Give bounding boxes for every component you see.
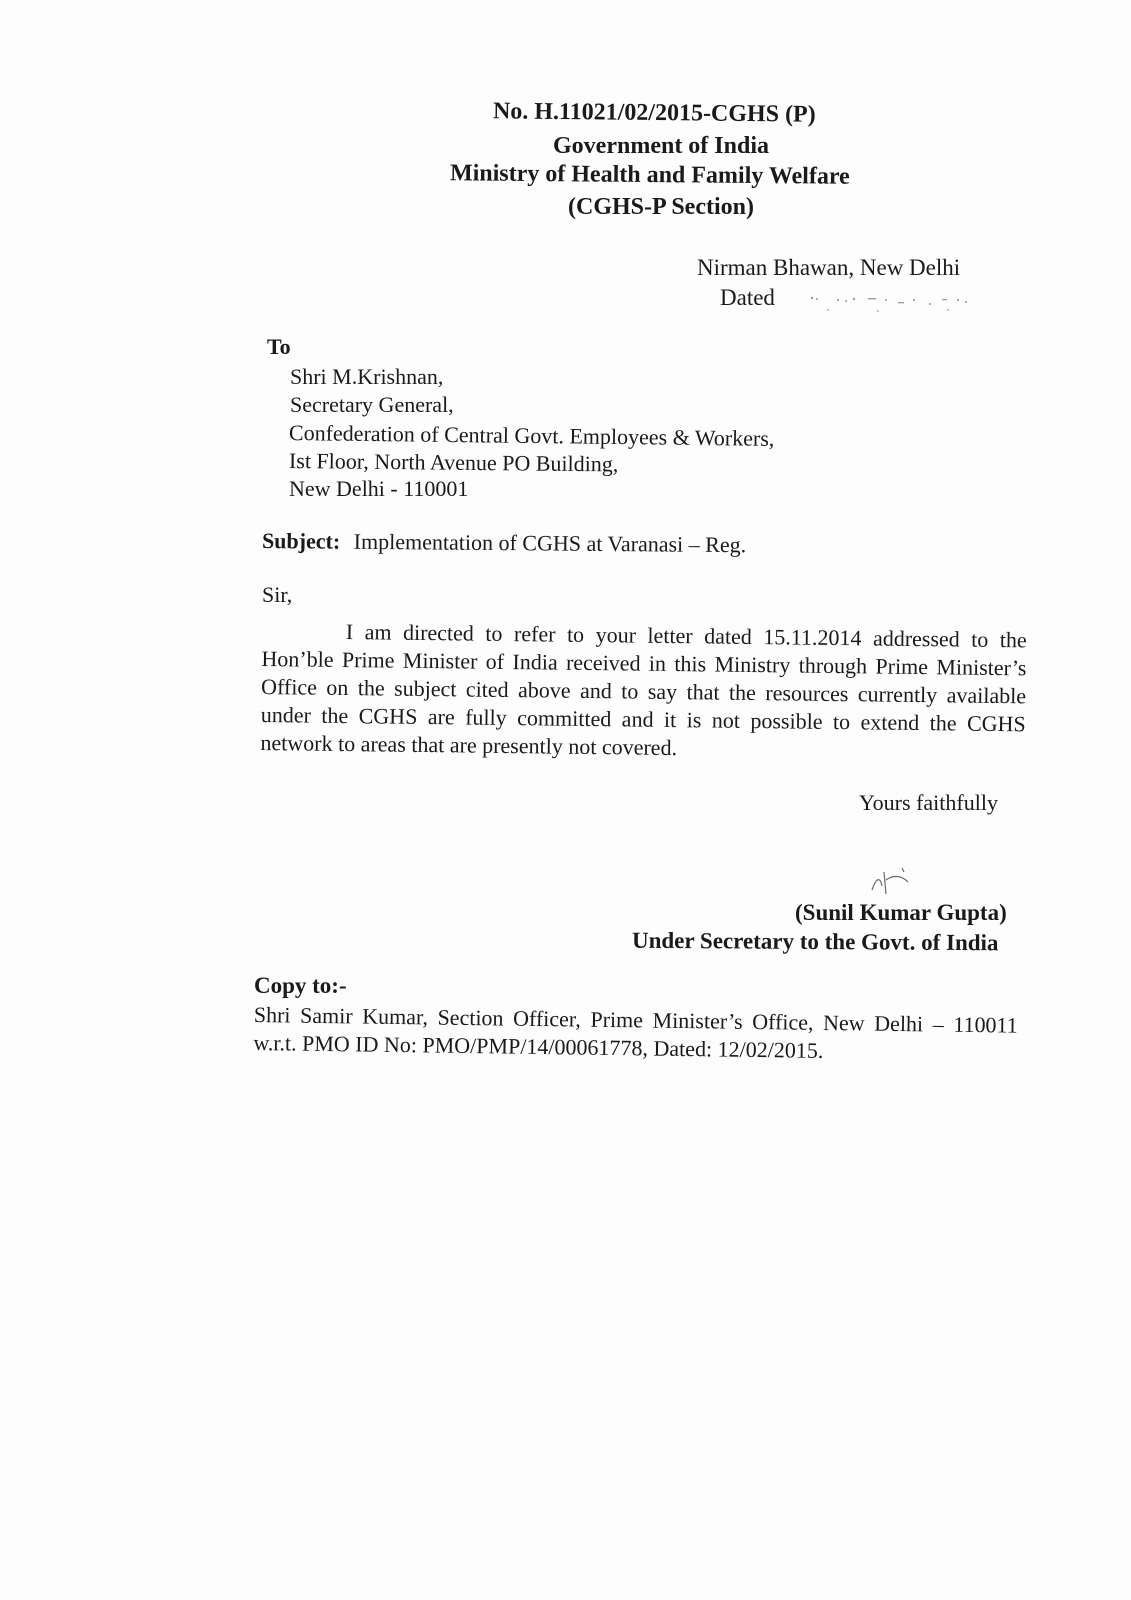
subject-label: Subject:	[261, 528, 341, 554]
signature-mark	[862, 860, 922, 900]
signatory-designation: Under Secretary to the Govt. of India	[631, 927, 999, 956]
addressee-line: Confederation of Central Govt. Employees & Workers,	[288, 420, 775, 451]
ministry-heading: Ministry of Health and Family Welfare	[449, 160, 850, 190]
copy-to-text: Shri Samir Kumar, Section Officer, Prime Minister’s Office, New Delhi – 110011 w.r.t. PMO ID No: PMO/PMP/14/00061778, Dated: 12/02/2015.	[253, 1001, 1018, 1063]
to-label: To	[267, 334, 291, 359]
closing: Yours faithfully	[859, 790, 998, 815]
addressee-line: New Delhi - 110001	[289, 476, 469, 501]
section-heading: (CGHS-P Section)	[568, 194, 754, 220]
illegible-date-stamp	[808, 288, 978, 314]
subject-text: Implementation of CGHS at Varanasi – Reg.	[353, 528, 747, 558]
body-paragraph	[260, 617, 1027, 766]
copy-to-paragraph	[253, 1001, 1018, 1068]
copy-to-label: Copy to:-	[254, 973, 347, 998]
place-line: Nirman Bhawan, New Delhi	[697, 255, 961, 280]
signatory-name: (Sunil Kumar Gupta)	[795, 900, 1007, 925]
subject-line	[262, 528, 746, 558]
addressee-line: Secretary General,	[290, 392, 454, 417]
file-number: No. H.11021/02/2015-CGHS (P)	[492, 98, 816, 128]
dated-label: Dated	[720, 285, 775, 310]
salutation: Sir,	[262, 582, 293, 607]
addressee-line: Ist Floor, North Avenue PO Building,	[288, 448, 619, 477]
government-heading: Government of India	[553, 133, 769, 159]
addressee-line: Shri M.Krishnan,	[290, 364, 444, 389]
body-text: I am directed to refer to your letter dated 15.11.2014 addressed to the Hon’ble Prime Minister of India received in this Ministry through Prime Minister’s Office on the subject cited above and to say that the resources currently available under the CGHS are fully committed and it is not possible to extend the CGHS network to areas that are presently not covered.	[260, 619, 1027, 761]
